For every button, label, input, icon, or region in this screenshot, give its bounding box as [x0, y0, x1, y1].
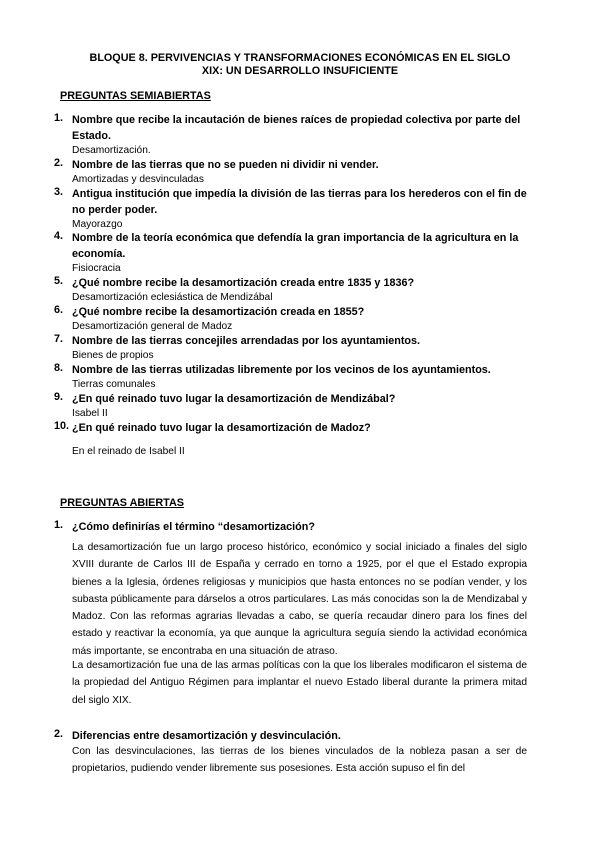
semiabiertas-heading: PREGUNTAS SEMIABIERTAS	[60, 90, 211, 102]
question-text: Nombre de las tierras utilizadas libremente por los vecinos de los ayuntamientos.	[72, 364, 491, 376]
question-number: 8.	[54, 362, 64, 374]
answer-paragraph: La desamortización fue un largo proceso histórico, económico y social iniciado a finales del siglo XVIII durante de Carlos III de España y cerrado en torno a 1925, por el que el Estado expropia bienes a la Iglesia, órdenes religiosas y municipios que hasta entonces no se podían vender, y los subasta públicamente para dárselos a otros particulares. Las más conocidas son la de Mendizabal y Madoz. Con las reformas agrarias llevadas a cabo, se quería recaudar dinero para los fines del estado y reactivar la economía, ya que aunque la agricultura seguía siendo la actividad económica más importante, se encontraba en una situación de atraso.	[72, 542, 527, 657]
question-number: 3.	[54, 186, 64, 198]
question-item	[54, 157, 530, 187]
title-line-1: BLOQUE 8. PERVIVENCIAS Y TRANSFORMACIONES ECONÓMICAS EN EL SIGLO	[89, 52, 511, 64]
answer-text: Desamortización.	[72, 145, 151, 156]
question-item	[54, 112, 530, 158]
question-number: 9.	[54, 391, 64, 403]
abiertas-heading: PREGUNTAS ABIERTAS	[60, 497, 184, 509]
answer-text: Amortizadas y desvinculadas	[72, 174, 204, 185]
open-question-item	[54, 728, 530, 744]
question-text: Nombre de las tierras que no se pueden ni dividir ni vender.	[72, 159, 379, 171]
answer-paragraph: Con las desvinculaciones, las tierras de los bienes vinculados de la nobleza pasan a ser de propietarios, pudiendo vender libremente sus posesiones. Esta acción supuso el fin del	[72, 746, 527, 774]
question-text: ¿Qué nombre recibe la desamortización creada entre 1835 y 1836?	[72, 277, 415, 289]
question-item	[54, 304, 530, 334]
question-item	[54, 275, 530, 305]
question-item	[54, 230, 530, 276]
question-number: 4.	[54, 230, 64, 242]
title-line-2: XIX: UN DESARROLLO INSUFICIENTE	[201, 65, 399, 77]
question-number: 5.	[54, 275, 64, 287]
question-text: Antigua institución que impedía la división de las tierras para los herederos con el fin de no perder poder.	[72, 188, 527, 216]
question-item	[54, 362, 530, 392]
answer-text: Fisiocracia	[72, 263, 121, 274]
question-text: ¿Qué nombre recibe la desamortización creada en 1855?	[72, 306, 365, 318]
answer-paragraph: La desamortización fue una de las armas políticas con la que los liberales modificaron el sistema de la propiedad del Antiguo Régimen para implantar el nuevo Estado liberal durante la primera mitad del siglo XIX.	[72, 660, 527, 706]
question-item	[54, 333, 530, 363]
question-item	[54, 420, 530, 436]
question-text: Nombre que recibe la incautación de bienes raíces de propiedad colectiva por parte del Estado.	[72, 114, 521, 142]
answer-text: Mayorazgo	[72, 219, 123, 230]
question-number: 2.	[54, 728, 64, 740]
document-title	[60, 52, 540, 78]
answer-text: Desamortización eclesiástica de Mendizábal	[72, 292, 273, 303]
answer-text: Desamortización general de Madoz	[72, 321, 233, 332]
question-item	[54, 186, 530, 232]
question-number: 2.	[54, 157, 64, 169]
question-text: ¿En qué reinado tuvo lugar la desamortización de Mendizábal?	[72, 393, 396, 405]
answer-text: Tierras comunales	[72, 379, 156, 390]
question-number: 1.	[54, 519, 64, 531]
answer-text: En el reinado de Isabel II	[72, 446, 185, 457]
question-number: 10.	[54, 420, 70, 432]
answer-text: Isabel II	[72, 408, 108, 419]
question-item	[54, 391, 530, 421]
question-text: ¿En qué reinado tuvo lugar la desamortización de Madoz?	[72, 422, 371, 434]
question-text: ¿Cómo definirías el término “desamortización?	[72, 521, 315, 533]
question-number: 6.	[54, 304, 64, 316]
answer-text: Bienes de propios	[72, 350, 154, 361]
question-text: Nombre de las tierras concejiles arrendadas por los ayuntamientos.	[72, 335, 421, 347]
question-text: Diferencias entre desamortización y desvinculación.	[72, 730, 341, 742]
question-text: Nombre de la teoría económica que defendía la gran importancia de la agricultura en la economía.	[72, 232, 519, 260]
question-number: 7.	[54, 333, 64, 345]
open-question-item	[54, 519, 530, 535]
question-number: 1.	[54, 112, 64, 124]
